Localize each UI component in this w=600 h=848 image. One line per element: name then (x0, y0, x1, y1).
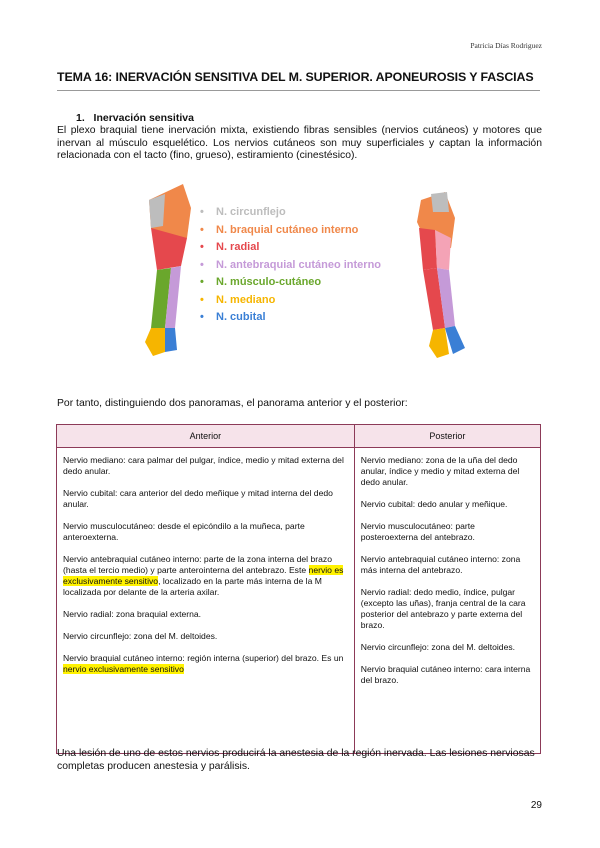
legend-item (200, 259, 381, 277)
anterior-entry: Nervio radial: zona braquial externa. (63, 609, 202, 619)
author-name: Patricia Días Rodriguez (470, 41, 542, 50)
right-hand-median (429, 328, 449, 358)
legend-bullet-icon: • (200, 241, 204, 253)
posterior-cell (354, 448, 540, 754)
legend-label: N. antebraquial cutáneo interno (216, 258, 382, 271)
legend-bullet-icon: • (200, 223, 204, 236)
anterior-entry: Nervio mediano: cara palmar del pulgar, índice, medio y mitad externa del dedo anular. (63, 455, 344, 476)
entry-text: Nervio antebraquial cutáneo interno: parte de la zona interna del brazo (hasta el tercio medio) y parte anterointerna del antebrazo. Este (63, 554, 332, 575)
legend-label: N. braquial cutáneo interno (216, 223, 359, 236)
legend-item (200, 224, 381, 242)
legend-label: N. músculo-cutáneo (216, 276, 322, 288)
column-header-posterior: Posterior (354, 425, 540, 448)
right-arm-deltoid (431, 192, 449, 212)
posterior-entry: Nervio radial: dedo medio, índice, pulgar (excepto las uñas), franja central de la cara posterior del antebrazo y parte externa del brazo. (360, 587, 526, 630)
title-divider (57, 90, 540, 91)
legend-bullet-icon: • (200, 258, 204, 271)
posterior-entry: Nervio antebraquial cutáneo interno: zona más interna del antebrazo. (360, 554, 521, 575)
anterior-cell (57, 448, 355, 754)
right-arm-upper (419, 228, 437, 270)
entry-text: Nervio braquial cutáneo interno: región interna (superior) del brazo. Es un (63, 653, 344, 663)
nerve-legend (200, 206, 381, 329)
left-hand-median (145, 328, 165, 356)
legend-bullet-icon: • (200, 293, 204, 306)
posterior-entry: Nervio mediano: zona de la uña del dedo anular, índice y medio y mitad externa del dedo anular. (360, 455, 520, 487)
section-heading (76, 112, 194, 124)
legend-label: N. mediano (216, 293, 276, 306)
legend-item (200, 241, 381, 259)
section-title: Inervación sensitiva (93, 112, 194, 124)
legend-item (200, 206, 381, 224)
legend-label: N. radial (216, 241, 260, 253)
closing-paragraph: Una lesión de uno de estos nervios producirá la anestesia de la región inervada. Las lesiones nerviosas completas producen anestesia y parálisis. (57, 748, 535, 772)
legend-label: N. circunflejo (216, 206, 286, 218)
anterior-entry: Nervio circunflejo: zona del M. deltoides. (63, 631, 218, 641)
anterior-entry (63, 554, 348, 598)
highlighted-text: nervio es exclusivamente sensitivo (63, 565, 344, 586)
innervation-table (56, 424, 541, 754)
legend-bullet-icon: • (200, 276, 204, 288)
legend-item (200, 276, 381, 294)
legend-label: N. cubital (216, 311, 266, 323)
legend-item (200, 311, 381, 329)
anterior-entry: Nervio musculocutáneo: desde el epicóndilo a la muñeca, parte anteroexterna. (63, 521, 305, 542)
entry-text: , localizado en la parte más interna de la M localizada por delante de la arteria axilar. (63, 576, 322, 597)
left-arm-deltoid (149, 194, 165, 228)
anterior-entry (63, 653, 348, 675)
page-title: TEMA 16: INERVACIÓN SENSITIVA DEL M. SUPERIOR. APONEUROSIS Y FASCIAS (57, 70, 534, 84)
legend-bullet-icon: • (200, 206, 204, 218)
section-number: 1. (76, 112, 85, 124)
highlighted-text: nervio exclusivamente sensitivo (63, 664, 184, 674)
posterior-entry: Nervio braquial cutáneo interno: cara interna del brazo. (360, 664, 531, 685)
page-number: 29 (530, 800, 542, 811)
left-hand-ulnar (165, 328, 177, 352)
legend-bullet-icon: • (200, 311, 204, 323)
intro-paragraph: El plexo braquial tiene inervación mixta, existiendo fibras sensibles (nervios cutáneos) y motores que inervan al músculo esquelético. Los nervios cutáneos son muy superficiales y captan la información relacionada con el tacto (fino, grueso), estiramiento (cinestésico). (57, 125, 542, 162)
posterior-entry: Nervio circunflejo: zona del M. deltoides. (360, 642, 516, 652)
legend-item (200, 294, 381, 312)
posterior-entry: Nervio cubital: dedo anular y meñique. (360, 499, 508, 509)
posterior-entry: Nervio musculocutáneo: parte posteroexterna del antebrazo. (360, 521, 475, 542)
column-header-anterior: Anterior (57, 425, 355, 448)
summary-text: Por tanto, distinguiendo dos panoramas, el panorama anterior y el posterior: (57, 398, 408, 409)
anterior-entry: Nervio cubital: cara anterior del dedo meñique y mitad interna del dedo anular. (63, 488, 333, 509)
